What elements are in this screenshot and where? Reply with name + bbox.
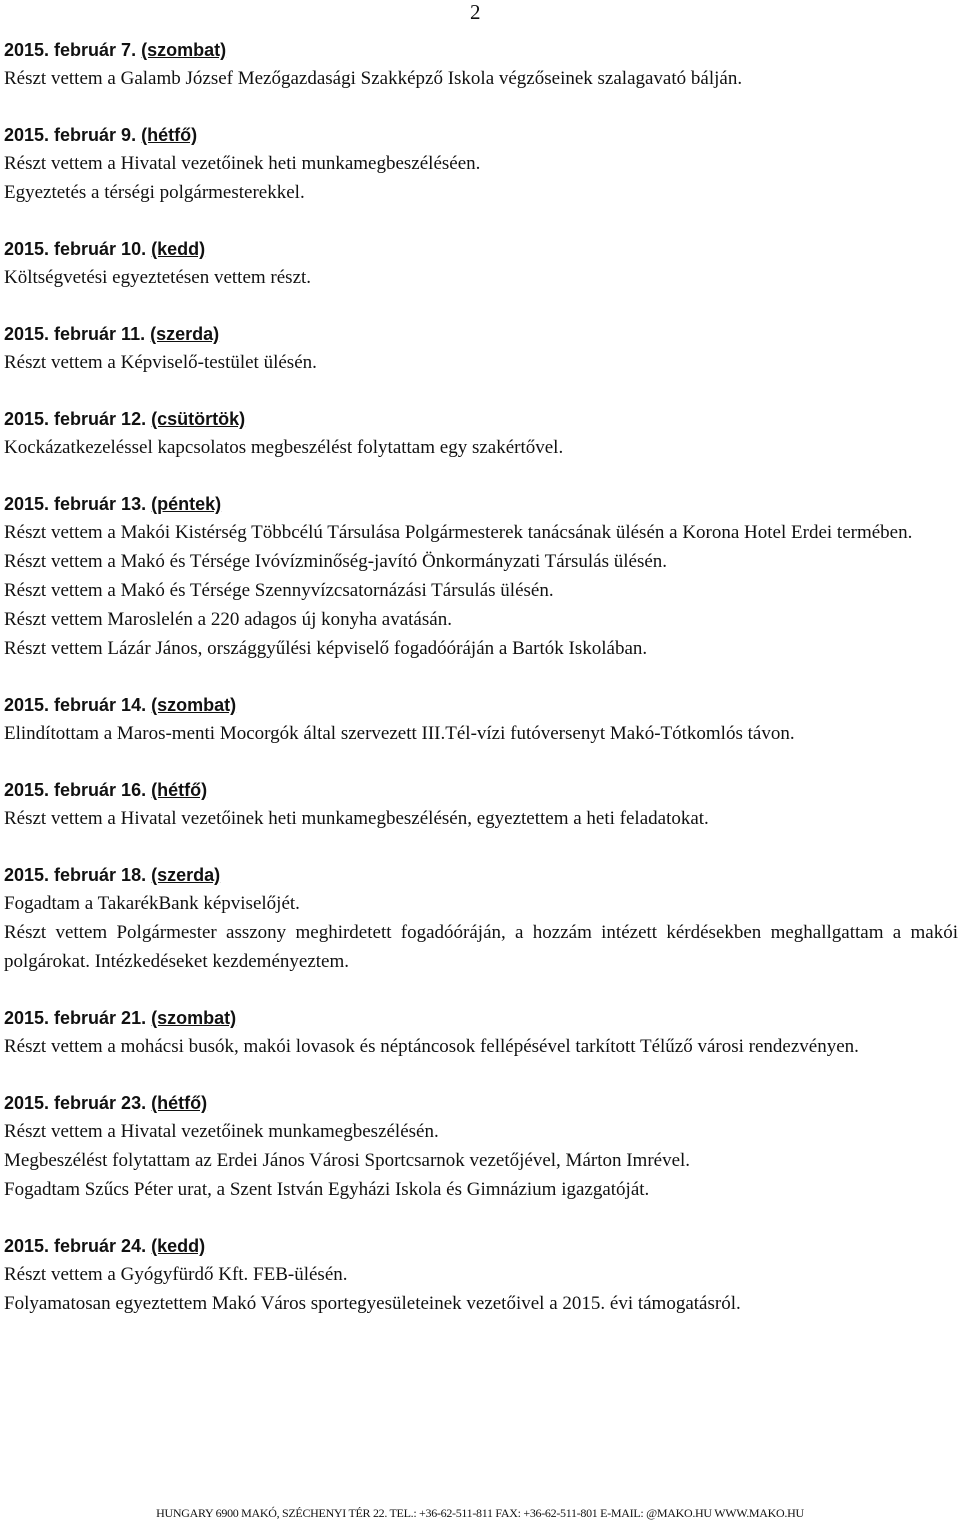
entry-weekday: (kedd) — [151, 1236, 206, 1256]
entry-weekday: (szombat) — [151, 695, 237, 715]
entry-date-heading — [4, 320, 958, 348]
entry-text: Megbeszélést folytattam az Erdei János Városi Sportcsarnok vezetőjével, Márton Imrével. — [4, 1150, 691, 1171]
entry-text: Részt vettem a Hivatal vezetőinek heti munkamegbeszéléséen. — [4, 153, 481, 174]
footer-address: HUNGARY 6900 MAKÓ, SZÉCHENYI TÉR 22. TEL.: +36-62-511-811 FAX: +36-62-511-801 E-MAIL: @MAKO.HU WWW.MAKO.HU — [156, 1506, 804, 1520]
diary-entry — [4, 405, 958, 462]
entry-text: Részt vettem a Makó és Térsége Ivóvízminőség-javító Önkormányzati Társulás ülésén. — [4, 551, 668, 572]
diary-entry — [4, 121, 958, 207]
entry-date-heading — [4, 776, 958, 804]
entry-text: Kockázatkezeléssel kapcsolatos megbeszélést folytattam egy szakértővel. — [4, 437, 564, 458]
diary-entry — [4, 1089, 958, 1204]
entry-date: 2015. február 7. — [4, 40, 137, 60]
entry-date: 2015. február 11. — [4, 324, 146, 344]
entry-text: Részt vettem a mohácsi busók, makói lovasok és néptáncosok fellépésével tarkított Télűző városi rendezvényen. — [4, 1036, 859, 1057]
entry-weekday: (szerda) — [150, 324, 220, 344]
entry-text: Költségvetési egyeztetésen vettem részt. — [4, 267, 312, 288]
entry-text: Fogadtam Szűcs Péter urat, a Szent István Egyházi Iskola és Gimnázium igazgatóját. — [4, 1179, 650, 1200]
entry-date-heading — [4, 1089, 958, 1117]
entry-text: Részt vettem a Galamb József Mezőgazdasági Szakképző Iskola végzőseinek szalagavató bálján. — [4, 68, 743, 89]
entry-weekday: (szombat) — [141, 40, 227, 60]
entry-weekday: (szombat) — [151, 1008, 237, 1028]
entry-text: Folyamatosan egyeztettem Makó Város sportegyesületeinek vezetőivel a 2015. évi támogatásról. — [4, 1293, 741, 1314]
entry-date: 2015. február 16. — [4, 780, 147, 800]
entry-weekday: (hétfő) — [151, 1093, 208, 1113]
entry-weekday: (kedd) — [151, 239, 206, 259]
entry-date: 2015. február 24. — [4, 1236, 147, 1256]
diary-entry — [4, 36, 958, 93]
entry-date: 2015. február 9. — [4, 125, 137, 145]
entry-weekday: (hétfő) — [151, 780, 208, 800]
entry-date: 2015. február 10. — [4, 239, 147, 259]
entry-text: Részt vettem a Képviselő-testület ülésén. — [4, 352, 317, 373]
entry-text: Részt vettem a Hivatal vezetőinek heti munkamegbeszélésén, egyeztettem a heti feladatokat. — [4, 808, 709, 829]
entry-text: Részt vettem Polgármester asszony meghirdetett fogadóóráján, a hozzám intézett kérdésekben meghallgattam a makói polgárokat. Intézkedéseket kezdeményeztem. — [4, 922, 958, 972]
entry-date-heading — [4, 1232, 958, 1260]
entry-list — [4, 36, 958, 1346]
entry-date-heading — [4, 405, 958, 433]
diary-entry — [4, 320, 958, 377]
entry-date: 2015. február 18. — [4, 865, 147, 885]
entry-text: Egyeztetés a térségi polgármesterekkel. — [4, 182, 305, 203]
entry-date-heading — [4, 1004, 958, 1032]
entry-text: Részt vettem a Makó és Térsége Szennyvízcsatornázási Társulás ülésén. — [4, 580, 554, 601]
entry-weekday: (csütörtök) — [151, 409, 246, 429]
page-number: 2 — [470, 0, 481, 24]
entry-weekday: (hétfő) — [141, 125, 198, 145]
entry-weekday: (péntek) — [151, 494, 222, 514]
diary-entry — [4, 490, 958, 663]
entry-text: Elindítottam a Maros-menti Mocorgók által szervezett III.Tél-vízi futóversenyt Makó-Tótkomlós távon. — [4, 723, 795, 744]
diary-entry — [4, 1232, 958, 1318]
diary-entry — [4, 776, 958, 833]
entry-date-heading — [4, 691, 958, 719]
entry-date: 2015. február 14. — [4, 695, 147, 715]
entry-date-heading — [4, 121, 958, 149]
entry-text: Részt vettem a Hivatal vezetőinek munkamegbeszélésén. — [4, 1121, 439, 1142]
entry-text: Részt vettem Maroslelén a 220 adagos új konyha avatásán. — [4, 609, 452, 630]
entry-text: Részt vettem Lázár János, országgyűlési képviselő fogadóóráján a Bartók Iskolában. — [4, 638, 648, 659]
entry-date-heading — [4, 36, 958, 64]
diary-entry — [4, 235, 958, 292]
entry-date: 2015. február 21. — [4, 1008, 147, 1028]
diary-entry — [4, 1004, 958, 1061]
entry-date: 2015. február 23. — [4, 1093, 147, 1113]
diary-entry — [4, 691, 958, 748]
entry-date-heading — [4, 490, 958, 518]
entry-date: 2015. február 13. — [4, 494, 147, 514]
entry-text: Részt vettem a Makói Kistérség Többcélú Társulása Polgármesterek tanácsának ülésén a Korona Hotel Erdei termében. — [4, 522, 913, 543]
entry-date-heading — [4, 235, 958, 263]
entry-date-heading — [4, 861, 958, 889]
entry-text: Részt vettem a Gyógyfürdő Kft. FEB-ülésén. — [4, 1264, 348, 1285]
entry-weekday: (szerda) — [151, 865, 221, 885]
entry-date: 2015. február 12. — [4, 409, 147, 429]
diary-entry — [4, 861, 958, 976]
entry-text: Fogadtam a TakarékBank képviselőjét. — [4, 893, 300, 914]
